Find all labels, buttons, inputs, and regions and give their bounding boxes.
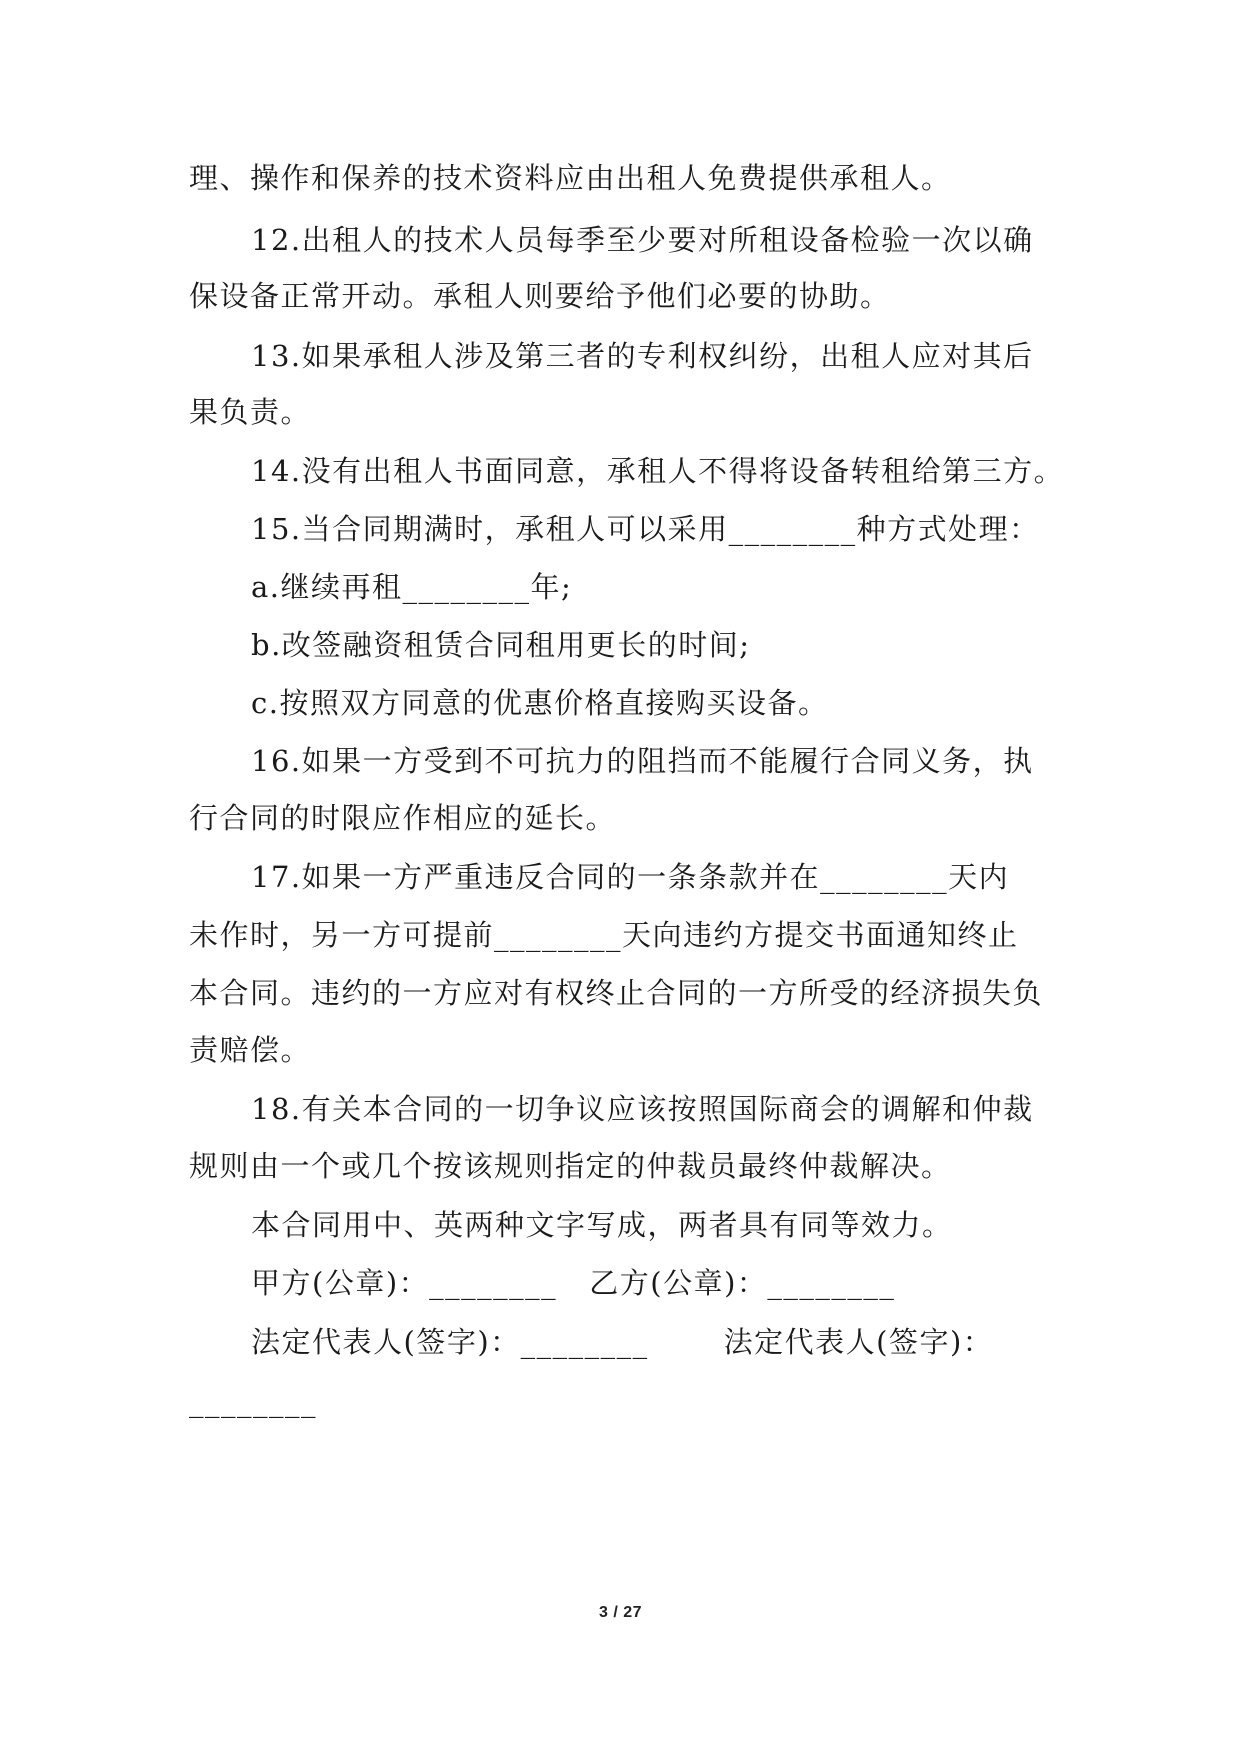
text-line-legal-representatives: 法定代表人(签字)：________ 法定代表人(签字)： <box>251 1325 994 1359</box>
text-line-signature-blank: ________ <box>189 1384 317 1418</box>
text-line-clause-15-a: a.继续再租________年; <box>251 570 573 604</box>
text-line-clause-17-cont-2: 本合同。违约的一方应对有权终止合同的一方所受的经济损失负 <box>189 976 1044 1010</box>
text-line-clause-17-cont-3: 责赔偿。 <box>189 1033 312 1067</box>
text-line-clause-15-c: c.按照双方同意的优惠价格直接购买设备。 <box>251 686 829 720</box>
text-line-clause-18: 18.有关本合同的一切争议应该按照国际商会的调解和仲裁 <box>251 1092 1034 1126</box>
text-line-clause-12: 12.出租人的技术人员每季至少要对所租设备检验一次以确 <box>251 223 1034 257</box>
text-line-language-clause: 本合同用中、英两种文字写成，两者具有同等效力。 <box>251 1208 953 1242</box>
text-line-clause-15: 15.当合同期满时，承租人可以采用________种方式处理： <box>251 512 1040 546</box>
text-line-clause-13: 13.如果承租人涉及第三者的专利权纠纷，出租人应对其后 <box>251 339 1034 373</box>
text-line-clause-18-cont: 规则由一个或几个按该规则指定的仲裁员最终仲裁解决。 <box>189 1149 952 1183</box>
text-line-clause-12-cont: 保设备正常开动。承租人则要给予他们必要的协助。 <box>189 279 891 313</box>
text-line-clause-17: 17.如果一方严重违反合同的一条条款并在________天内 <box>251 860 1010 894</box>
text-line-clause-17-cont-1: 未作时，另一方可提前________天向违约方提交书面通知终止 <box>189 918 1019 952</box>
text-line-clause-16: 16.如果一方受到不可抗力的阻挡而不能履行合同义务，执 <box>251 744 1034 778</box>
text-line-clause-13-cont: 果负责。 <box>189 395 312 429</box>
text-line-clause-11-end: 理、操作和保养的技术资料应由出租人免费提供承租人。 <box>189 161 952 195</box>
text-line-party-seals: 甲方(公章)：________ 乙方(公章)：________ <box>251 1266 896 1300</box>
text-line-clause-15-b: b.改签融资租赁合同租用更长的时间; <box>251 628 751 662</box>
page-number: 3 / 27 <box>598 1604 643 1621</box>
text-line-clause-16-cont: 行合同的时限应作相应的延长。 <box>189 801 617 835</box>
text-line-clause-14: 14.没有出租人书面同意，承租人不得将设备转租给第三方。 <box>251 454 1065 488</box>
